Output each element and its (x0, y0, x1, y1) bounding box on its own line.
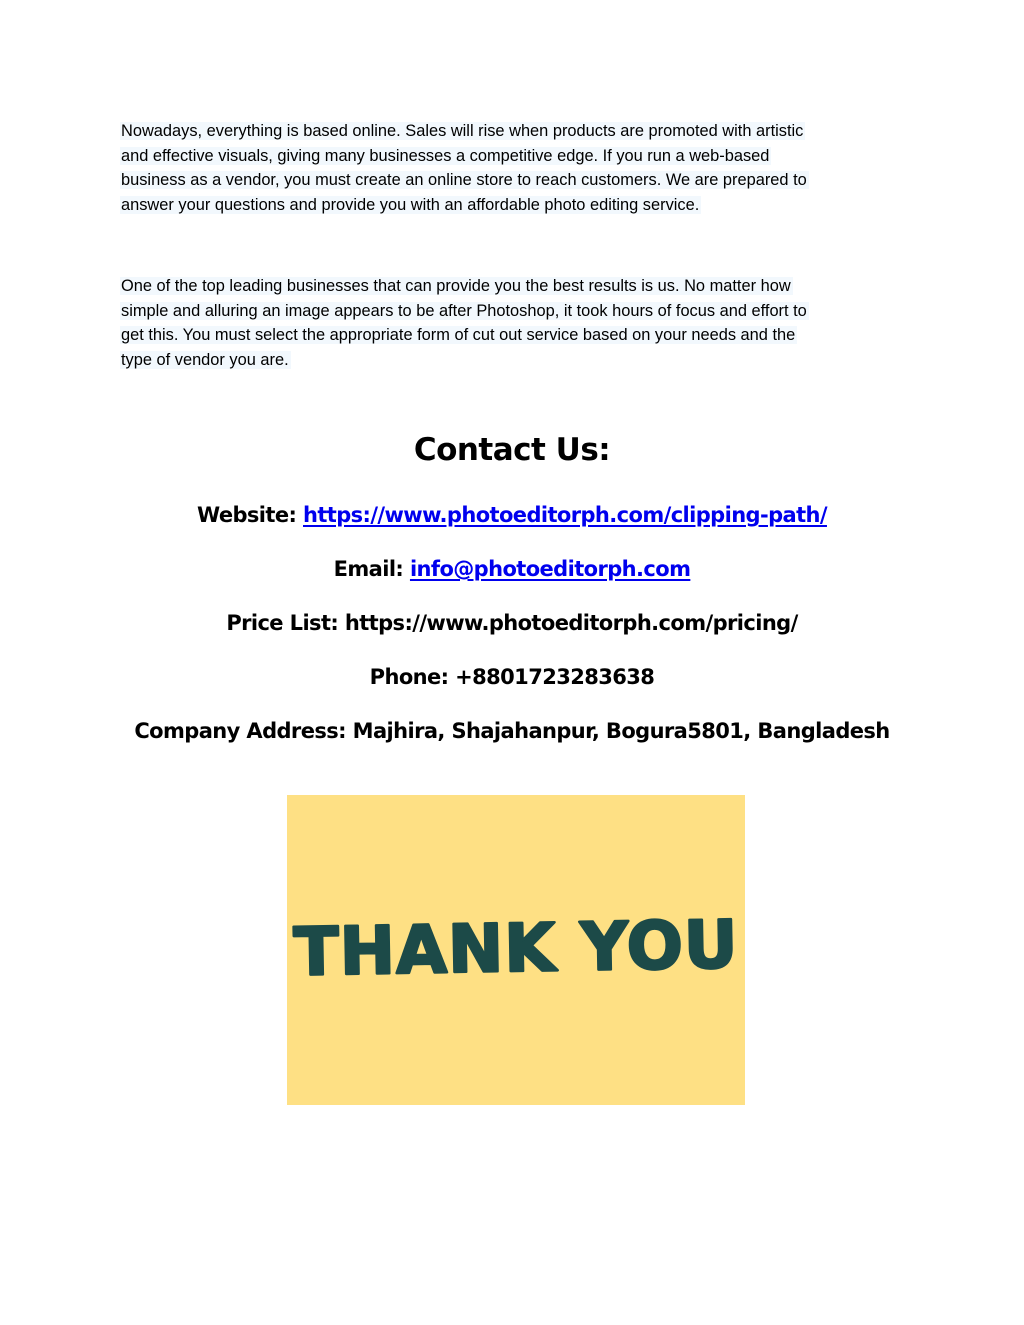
website-link[interactable]: https://www.photoeditorph.com/clipping-path/ (303, 503, 827, 527)
email-label: Email: (333, 557, 410, 581)
paragraph-line: get this. You must select the appropriate form of cut out service based on your needs and the (121, 326, 796, 344)
services-paragraph (120, 274, 910, 372)
paragraph-line: type of vendor you are. (121, 350, 289, 369)
thank-you-text: THANK YOU (293, 906, 740, 991)
email-link[interactable]: info@photoeditorph.com (409, 557, 691, 581)
phone-line (0, 665, 1024, 689)
website-line (0, 503, 1024, 527)
intro-paragraph (120, 119, 910, 217)
website-label: Website: (197, 503, 303, 527)
price-list-value: https://www.photoeditorph.com/pricing/ (344, 611, 798, 635)
paragraph-line: and effective visuals, giving many businesses a competitive edge. If you run a web-based (121, 146, 770, 165)
price-list-line (0, 611, 1024, 635)
phone-label: Phone: (369, 665, 456, 689)
thank-you-image (287, 795, 745, 1105)
address-line (0, 719, 1024, 743)
phone-value: +8801723283638 (455, 665, 655, 689)
address-label: Company Address: (134, 719, 353, 743)
paragraph-line: answer your questions and provide you with an affordable photo editing service. (121, 195, 700, 214)
address-value: Majhira, Shajahanpur, Bogura5801, Bangladesh (352, 719, 890, 743)
email-line (0, 557, 1024, 581)
paragraph-line: simple and alluring an image appears to be after Photoshop, it took hours of focus and effort to (121, 301, 807, 320)
paragraph-line: business as a vendor, you must create an online store to reach customers. We are prepared to (121, 171, 807, 189)
contact-heading: Contact Us: (413, 432, 611, 468)
paragraph-line: Nowadays, everything is based online. Sales will rise when products are promoted with artistic (121, 122, 804, 140)
paragraph-line: One of the top leading businesses that can provide you the best results is us. No matter how (121, 277, 791, 295)
price-list-label: Price List: (226, 611, 345, 635)
thank-you-graphic (287, 795, 745, 1105)
